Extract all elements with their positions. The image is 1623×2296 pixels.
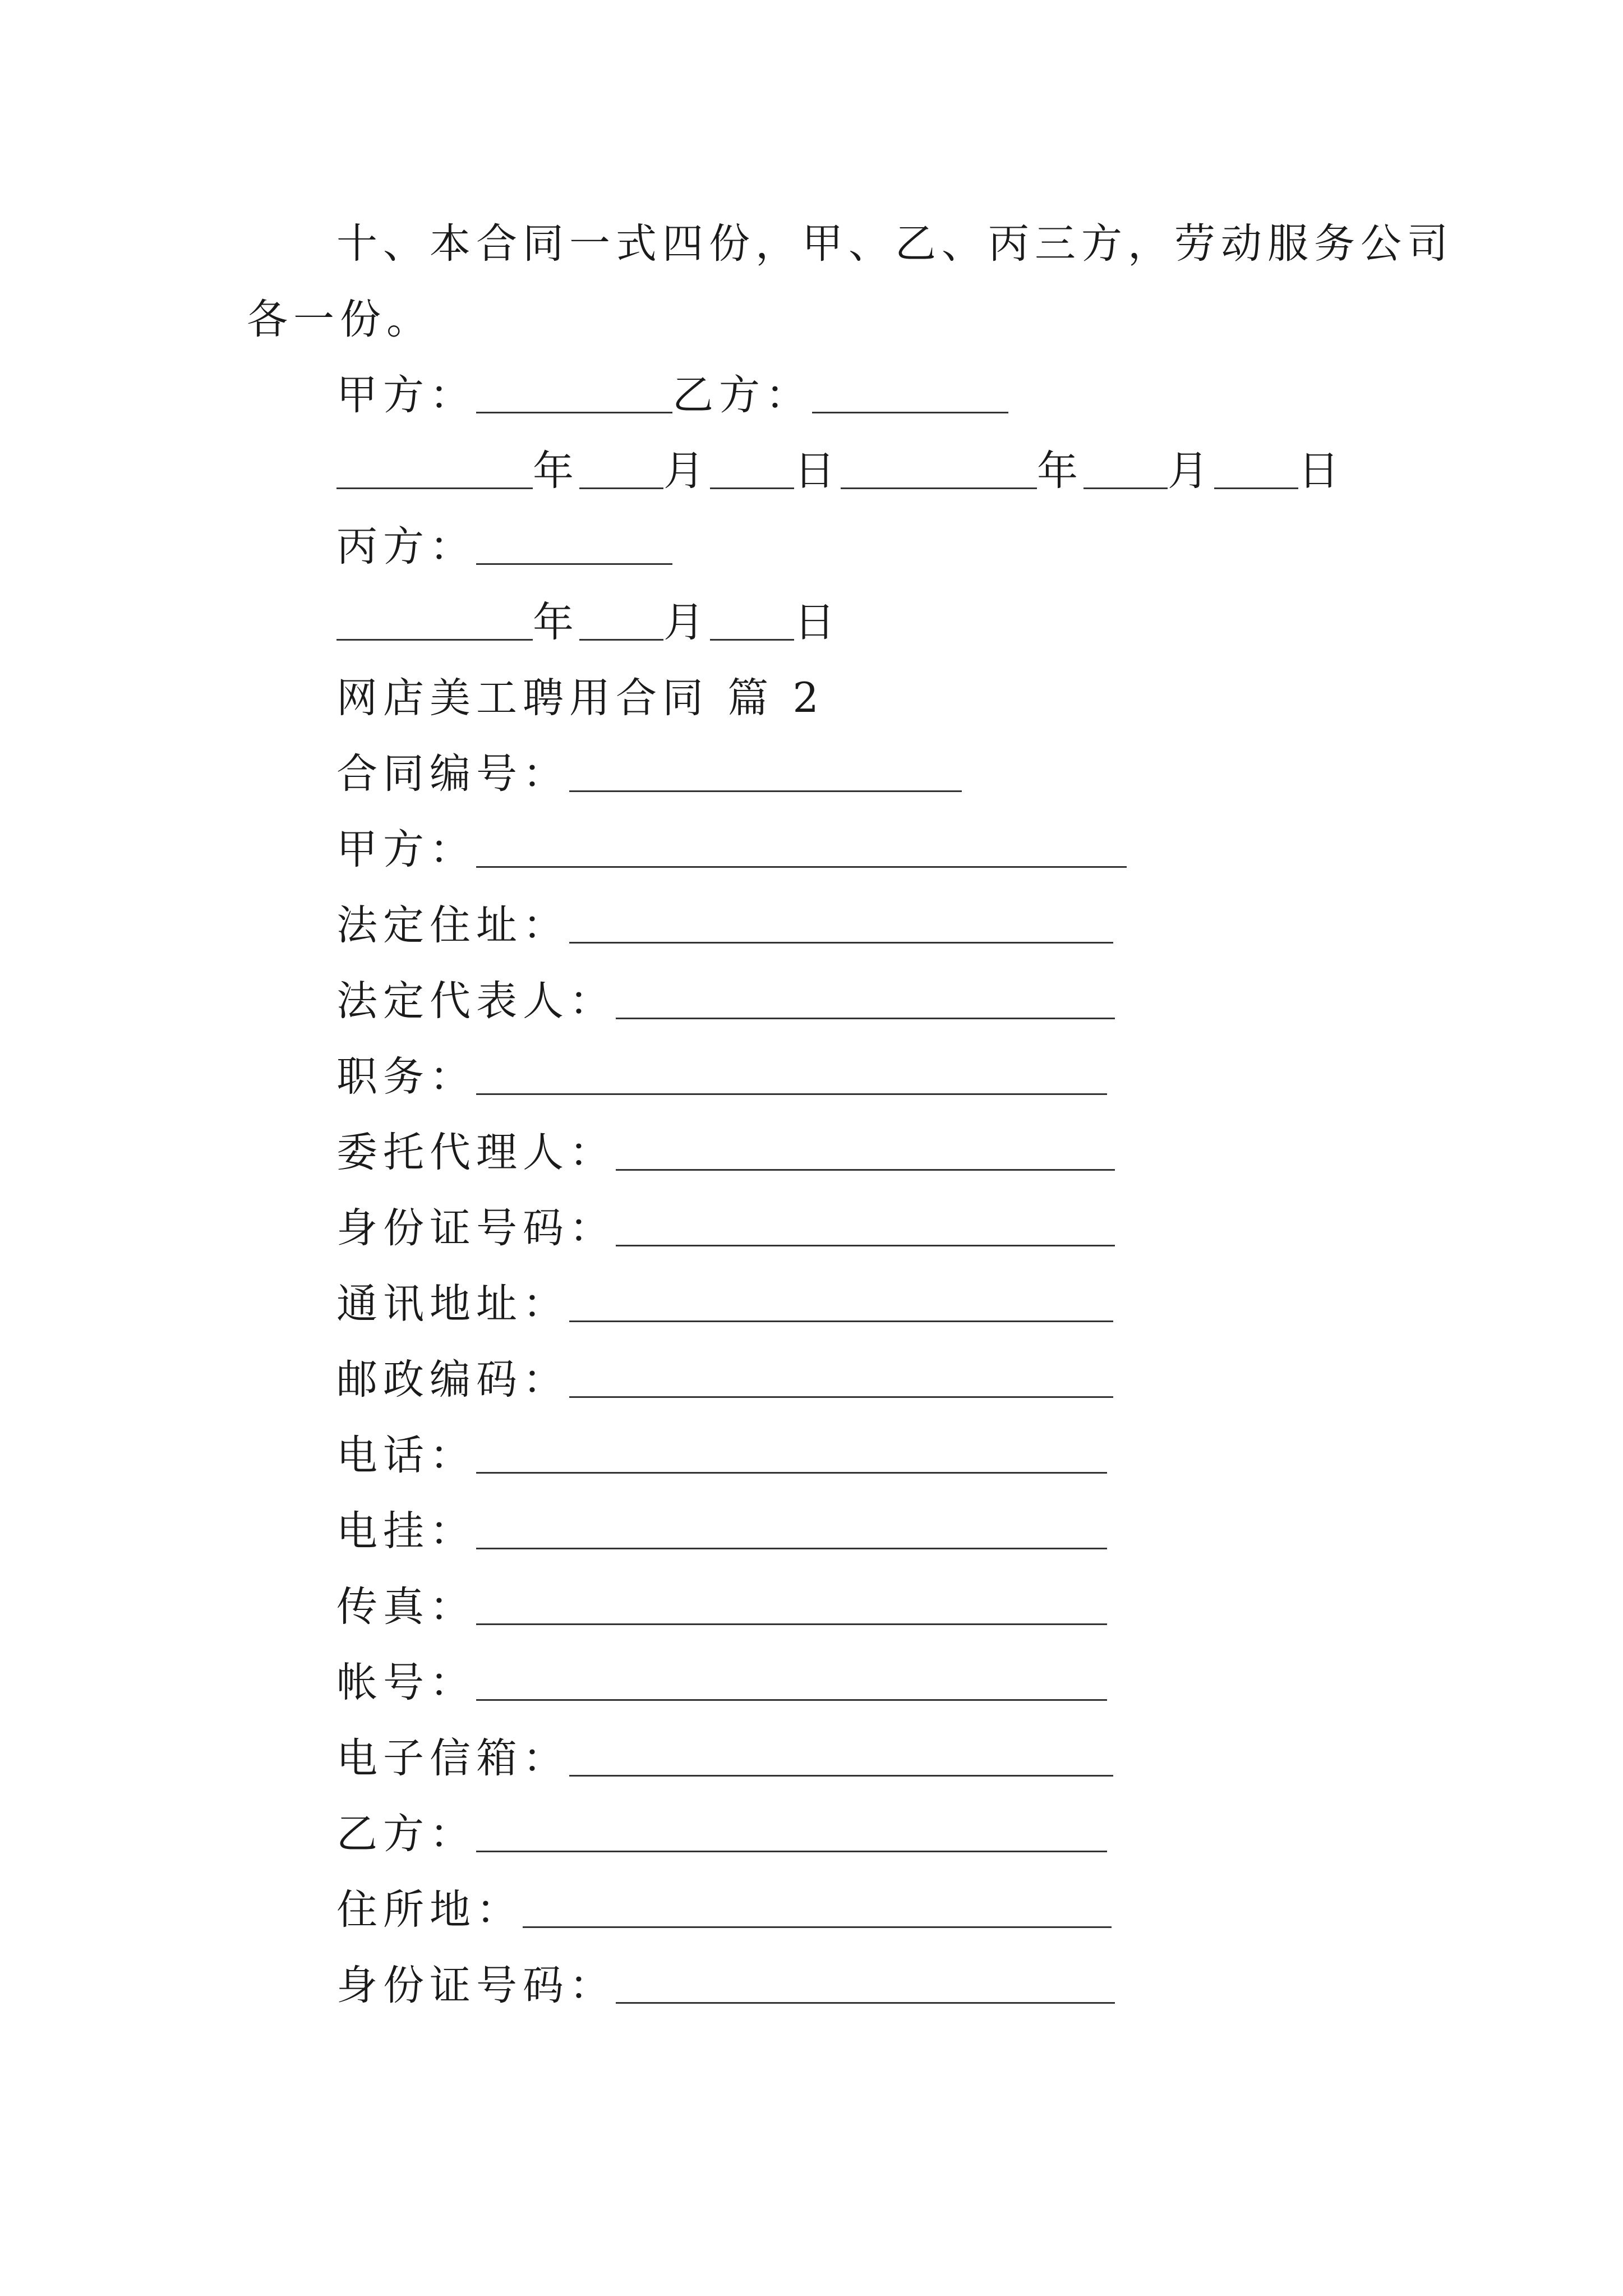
- field-residence: [336, 1882, 1112, 1938]
- party-b-month-blank[interactable]: [1083, 448, 1168, 489]
- telex-blank[interactable]: [476, 1508, 1107, 1549]
- field-telex: [336, 1503, 1107, 1559]
- field-label: 通讯地址：: [336, 1280, 569, 1328]
- day-label: 日: [794, 447, 841, 495]
- year-label: 年: [533, 599, 579, 646]
- clause-ten-text-1: 十、本合同一式四份，甲、乙、丙三方，劳动服务公司: [336, 220, 1454, 268]
- field-party-b: [336, 1806, 1107, 1862]
- day-label: 日: [794, 599, 841, 646]
- signature-parties-row: [336, 367, 1008, 424]
- field-contract-no: [336, 746, 962, 802]
- field-label: 法定代表人：: [336, 977, 616, 1025]
- party-b-blank[interactable]: [476, 1811, 1107, 1852]
- field-mail-address: [336, 1276, 1113, 1332]
- section-title-row: [336, 670, 824, 726]
- month-label: 月: [1168, 447, 1214, 495]
- field-label: 邮政编码：: [336, 1356, 569, 1404]
- year-label: 年: [533, 447, 579, 495]
- section-title: 网店美工聘用合同 篇 2: [336, 674, 824, 722]
- field-legal-address: [336, 898, 1113, 954]
- field-label: 传真：: [336, 1583, 476, 1631]
- field-id-no-b: [336, 1958, 1115, 2014]
- party-b-sign-blank[interactable]: [812, 372, 1008, 413]
- field-label: 电挂：: [336, 1507, 476, 1555]
- month-label: 月: [663, 599, 710, 646]
- party-a-blank[interactable]: [476, 827, 1127, 868]
- field-label: 电话：: [336, 1432, 476, 1479]
- day-label: 日: [1298, 447, 1345, 495]
- party-a-sign-label: 甲方：: [336, 371, 476, 419]
- field-id-no-a: [336, 1200, 1115, 1257]
- field-party-a: [336, 822, 1127, 878]
- mail-address-blank[interactable]: [569, 1281, 1113, 1322]
- year-label: 年: [1037, 447, 1083, 495]
- email-blank[interactable]: [569, 1736, 1113, 1777]
- phone-blank[interactable]: [476, 1433, 1107, 1474]
- clause-ten-text-2: 各一份。: [247, 296, 433, 343]
- field-label: 电子信箱：: [336, 1734, 569, 1782]
- agent-blank[interactable]: [616, 1130, 1115, 1171]
- party-b-day-blank[interactable]: [1214, 448, 1298, 489]
- field-phone: [336, 1428, 1107, 1484]
- field-agent: [336, 1125, 1115, 1181]
- party-c-sign-blank[interactable]: [476, 524, 672, 565]
- field-label: 委托代理人：: [336, 1129, 616, 1176]
- clause-ten-line-1: [336, 216, 1454, 272]
- field-label: 合同编号：: [336, 750, 569, 798]
- signature-dates-row: [336, 443, 1345, 499]
- position-blank[interactable]: [476, 1054, 1107, 1095]
- field-label: 住所地：: [336, 1886, 523, 1934]
- legal-rep-blank[interactable]: [616, 978, 1115, 1019]
- field-label: 帐号：: [336, 1659, 476, 1706]
- month-label: 月: [663, 447, 710, 495]
- field-label: 乙方：: [336, 1810, 476, 1858]
- party-a-sign-blank[interactable]: [476, 372, 672, 413]
- field-fax: [336, 1579, 1107, 1635]
- party-c-day-blank[interactable]: [710, 600, 794, 641]
- field-position: [336, 1049, 1107, 1105]
- party-c-year-blank[interactable]: [336, 600, 533, 641]
- legal-address-blank[interactable]: [569, 903, 1113, 944]
- clause-ten-line-2: [247, 292, 433, 348]
- id-no-a-blank[interactable]: [616, 1205, 1115, 1246]
- account-blank[interactable]: [476, 1660, 1107, 1701]
- party-c-sign-label: 丙方：: [336, 523, 476, 570]
- party-b-sign-label: 乙方：: [672, 371, 812, 419]
- party-c-month-blank[interactable]: [579, 600, 663, 641]
- field-label: 法定住址：: [336, 901, 569, 949]
- party-a-month-blank[interactable]: [579, 448, 663, 489]
- signature-party-c-row: [336, 519, 672, 575]
- postcode-blank[interactable]: [569, 1357, 1113, 1398]
- field-account: [336, 1655, 1107, 1711]
- fax-blank[interactable]: [476, 1584, 1107, 1625]
- contract-no-blank[interactable]: [569, 751, 962, 792]
- party-a-day-blank[interactable]: [710, 448, 794, 489]
- field-legal-rep: [336, 973, 1115, 1029]
- field-label: 身份证号码：: [336, 1204, 616, 1252]
- field-label: 职务：: [336, 1053, 476, 1101]
- field-postcode: [336, 1352, 1113, 1408]
- signature-party-c-date-row: [336, 595, 841, 651]
- field-label: 身份证号码：: [336, 1962, 616, 2009]
- party-b-year-blank[interactable]: [841, 448, 1037, 489]
- field-email: [336, 1731, 1113, 1787]
- field-label: 甲方：: [336, 826, 476, 873]
- residence-blank[interactable]: [523, 1887, 1112, 1928]
- party-a-year-blank[interactable]: [336, 448, 533, 489]
- id-no-b-blank[interactable]: [616, 1963, 1115, 2004]
